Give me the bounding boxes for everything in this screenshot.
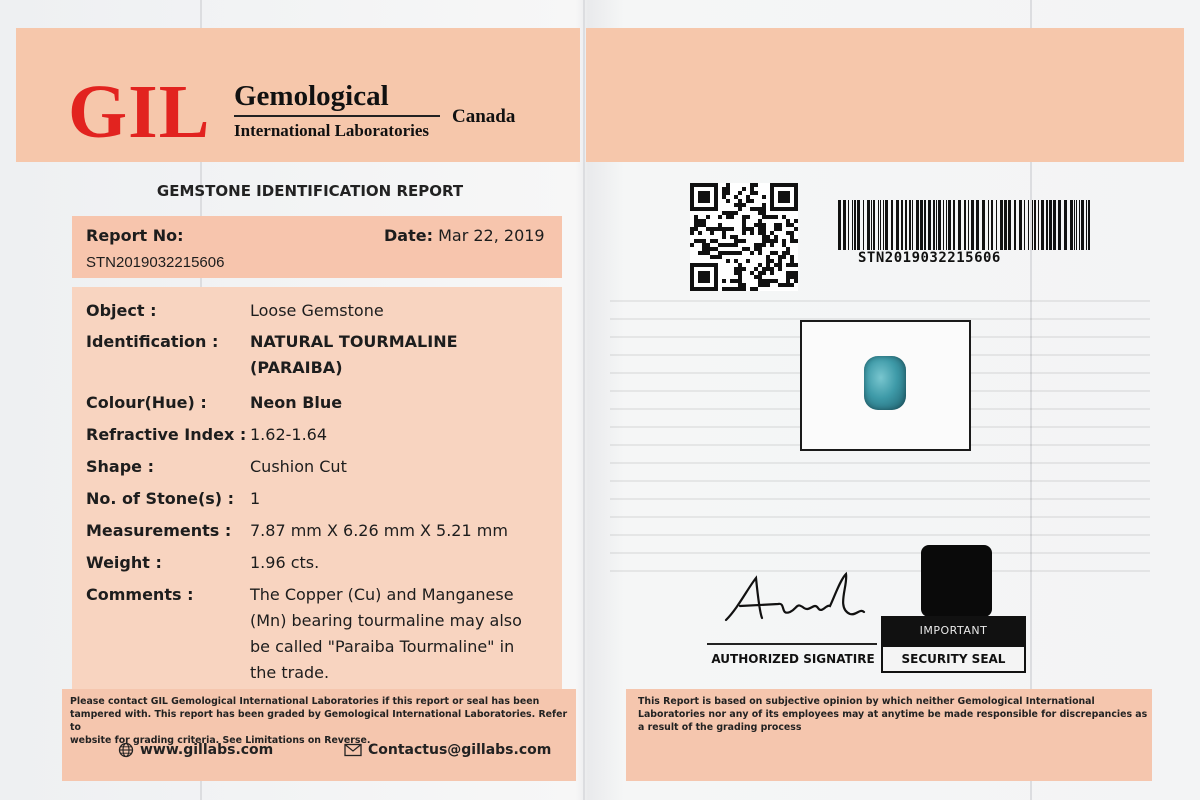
brand-name: Gemological xyxy=(234,80,389,112)
report-no-label: Report No: xyxy=(86,226,184,245)
detail-label-object: Object : xyxy=(86,301,157,320)
signature-label: AUTHORIZED SIGNATIRE xyxy=(711,652,875,666)
value-line: The Copper (Cu) and Manganese xyxy=(250,585,514,604)
email-text: Contactus@gillabs.com xyxy=(368,742,552,758)
report-number: STN2019032215606 xyxy=(86,254,225,271)
detail-label-comments: Comments : xyxy=(86,585,194,604)
qr-code[interactable] xyxy=(690,183,798,291)
date-value: Mar 22, 2019 xyxy=(438,226,545,245)
brand-subtitle: International Laboratories xyxy=(234,121,430,140)
gemstone-photo xyxy=(864,356,906,410)
seal-header: IMPORTANT xyxy=(881,616,1026,646)
barcode-number: STN2019032215606 xyxy=(858,250,1001,266)
envelope-icon xyxy=(344,743,362,757)
security-seal-label: SECURITY SEAL xyxy=(881,645,1026,673)
value-line: (Mn) bearing tourmaline may also xyxy=(250,611,522,630)
detail-value-stones xyxy=(250,486,260,512)
value-line: Neon Blue xyxy=(250,393,343,412)
detail-label-refractive-index: Refractive Index : xyxy=(86,425,247,444)
signature-line xyxy=(707,643,877,645)
notice-line: website for grading criteria. See Limitations on Reverse. xyxy=(70,735,371,746)
report-date xyxy=(384,226,545,245)
detail-label-shape: Shape : xyxy=(86,457,154,476)
value-line: (PARAIBA) xyxy=(250,358,343,377)
brand-country: Canada xyxy=(452,106,516,127)
detail-value-colour xyxy=(250,390,342,416)
footer-left-notice xyxy=(70,695,570,747)
detail-value-refractive-index xyxy=(250,422,327,448)
detail-value-identification xyxy=(250,329,458,381)
detail-label-measurements: Measurements : xyxy=(86,521,232,540)
value-line: Loose Gemstone xyxy=(250,301,384,320)
notice-line: This Report is based on subjective opinion by which neither Gemological International xyxy=(638,696,1095,707)
notice-line: a result of the grading process xyxy=(638,722,802,733)
value-line: 1.62-1.64 xyxy=(250,425,328,444)
detail-label-weight: Weight : xyxy=(86,553,162,572)
value-line: 1 xyxy=(250,489,261,508)
value-line: 7.87 mm X 6.26 mm X 5.21 mm xyxy=(250,521,508,540)
header-band-right xyxy=(586,28,1184,162)
notice-line: tampered with. This report has been graded by Gemological International Laboratories. Refer to xyxy=(70,709,568,733)
detail-value-weight xyxy=(250,550,319,576)
barcode xyxy=(838,200,1092,250)
detail-label-colour: Colour(Hue) : xyxy=(86,393,207,412)
website-link[interactable] xyxy=(118,742,273,758)
signature-graphic xyxy=(718,568,868,630)
detail-value-comments xyxy=(250,582,522,686)
email-link[interactable] xyxy=(344,742,551,758)
notice-line: Please contact GIL Gemological International Laboratories if this report or seal has been xyxy=(70,696,540,707)
detail-label-stones: No. of Stone(s) : xyxy=(86,489,235,508)
report-title: GEMSTONE IDENTIFICATION REPORT xyxy=(156,182,464,200)
security-seal-sticker xyxy=(921,545,992,617)
brand-divider xyxy=(234,115,440,117)
value-line: Cushion Cut xyxy=(250,457,347,476)
notice-line: Laboratories nor any of its employees may at anytime be made responsible for discrepancies as xyxy=(638,709,1148,720)
detail-value-object xyxy=(250,298,384,324)
gil-logo: GIL xyxy=(68,70,211,154)
value-line: 1.96 cts. xyxy=(250,553,320,572)
value-line: be called "Paraiba Tourmaline" in xyxy=(250,637,515,656)
footer-right-notice xyxy=(638,695,1148,734)
fold-line xyxy=(583,0,585,800)
date-label: Date: xyxy=(384,226,433,245)
website-text: www.gillabs.com xyxy=(140,742,274,758)
detail-value-measurements xyxy=(250,518,508,544)
detail-value-shape xyxy=(250,454,347,480)
value-line: the trade. xyxy=(250,663,330,682)
detail-label-identification: Identification : xyxy=(86,332,219,351)
value-line: NATURAL TOURMALINE xyxy=(250,332,458,351)
globe-icon xyxy=(118,742,134,758)
